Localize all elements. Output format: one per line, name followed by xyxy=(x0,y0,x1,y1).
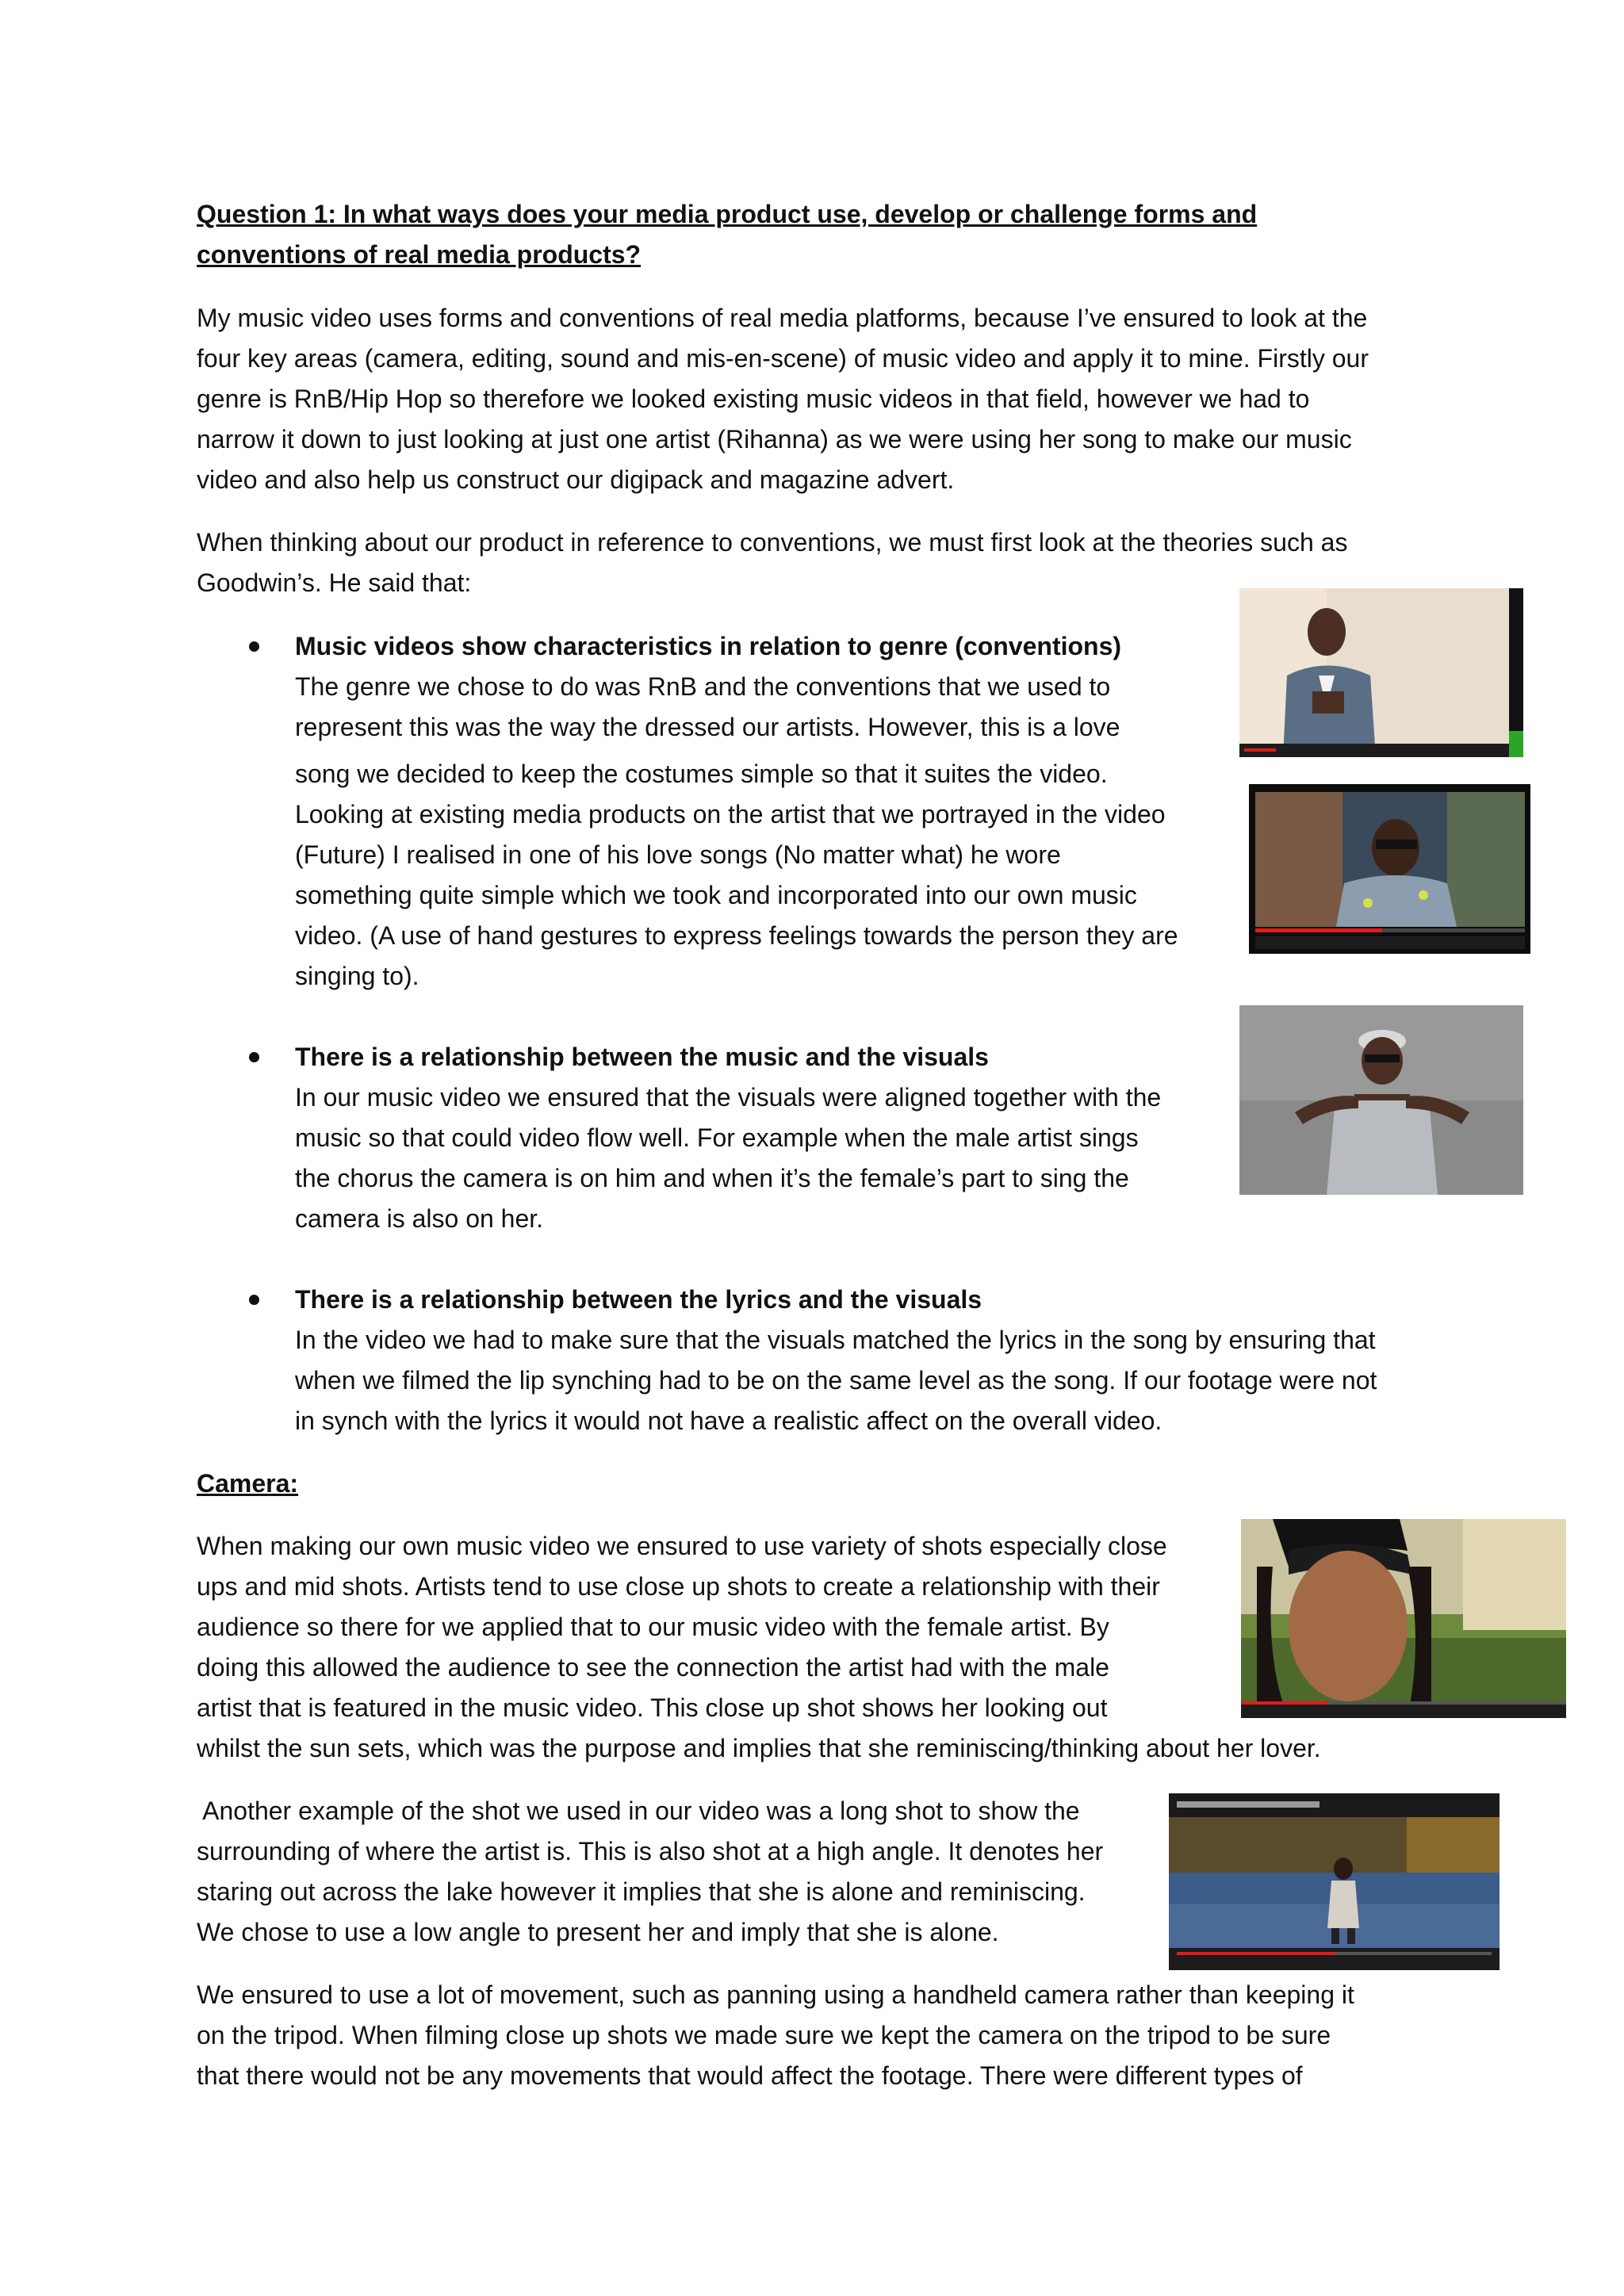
bullet-3-title: There is a relationship between the lyrics and the visuals xyxy=(295,1285,982,1314)
question-heading-line-1: Question 1: In what ways does your media product use, develop or challenge forms and xyxy=(197,200,1258,228)
video-still-lake-long-shot xyxy=(1169,1793,1500,1970)
goodwin-line: When thinking about our product in reference to conventions, we must first look at the theories such as xyxy=(197,528,1348,557)
intro-line: video and also help us construct our digipack and magazine advert. xyxy=(197,465,955,494)
camera-p1-line: ups and mid shots. Artists tend to use close up shots to create a relationship with their xyxy=(197,1572,1160,1601)
camera-p2-line: staring out across the lake however it implies that she is alone and reminiscing. xyxy=(197,1877,1086,1906)
bullet-1-title: Music videos show characteristics in relation to genre (conventions) xyxy=(295,632,1122,660)
bullet-2-line: music so that could video flow well. For example when the male artist sings xyxy=(295,1123,1139,1152)
bullet-2-line: In our music video we ensured that the visuals were aligned together with the xyxy=(295,1083,1162,1112)
camera-p1-line: artist that is featured in the music video. This close up shot shows her looking out xyxy=(197,1693,1108,1722)
bullet-2-line: the chorus the camera is on him and when it’s the female’s part to sing the xyxy=(295,1164,1129,1192)
bullet-1-line: (Future) I realised in one of his love songs (No matter what) he wore xyxy=(295,840,1061,869)
bullet-dot xyxy=(249,1295,259,1305)
camera-p2-line: We chose to use a low angle to present her and imply that she is alone. xyxy=(197,1918,999,1946)
camera-heading: Camera: xyxy=(197,1469,299,1498)
bullet-dot xyxy=(249,1052,259,1062)
camera-p1-line: audience so there for we applied that to our music video with the female artist. By xyxy=(197,1613,1109,1641)
intro-line: four key areas (camera, editing, sound and mis-en-scene) of music video and apply it to mine. Firstly our xyxy=(197,344,1369,373)
question-heading-line-2: conventions of real media products? xyxy=(197,240,642,269)
intro-line: genre is RnB/Hip Hop so therefore we looked existing music videos in that field, however we had to xyxy=(197,385,1310,413)
bullet-3-line: when we filmed the lip synching had to be on the same level as the song. If our footage were not xyxy=(295,1366,1377,1395)
bullet-2-title: There is a relationship between the music and the visuals xyxy=(295,1043,989,1071)
bullet-dot xyxy=(249,641,259,652)
camera-p1-line: doing this allowed the audience to see the connection the artist had with the male xyxy=(197,1653,1109,1682)
camera-p2-line: Another example of the shot we used in our video was a long shot to show the xyxy=(197,1797,1080,1825)
bullet-1-line: The genre we chose to do was RnB and the conventions that we used to xyxy=(295,672,1111,701)
camera-p1-line: whilst the sun sets, which was the purpose and implies that she reminiscing/thinking about her lover. xyxy=(197,1734,1321,1762)
bullet-1-line: singing to). xyxy=(295,962,419,990)
camera-p3-line: We ensured to use a lot of movement, such as panning using a handheld camera rather than keeping it xyxy=(197,1980,1354,2009)
camera-p2-line: surrounding of where the artist is. This is also shot at a high angle. It denotes her xyxy=(197,1837,1104,1866)
bullet-3-line: In the video we had to make sure that the visuals matched the lyrics in the song by ensuring that xyxy=(295,1326,1376,1354)
video-still-future xyxy=(1249,784,1530,954)
bullet-1-line: video. (A use of hand gestures to express feelings towards the person they are xyxy=(295,921,1178,950)
intro-line: My music video uses forms and conventions of real media platforms, because I’ve ensured to look at the xyxy=(197,304,1368,332)
camera-p3-line: on the tripod. When filming close up shots we made sure we kept the camera on the tripod to be sure xyxy=(197,2021,1331,2049)
video-still-denim-jacket xyxy=(1239,588,1523,757)
bullet-1-line: Looking at existing media products on the artist that we portrayed in the video xyxy=(295,800,1166,828)
goodwin-line: Goodwin’s. He said that: xyxy=(197,568,472,597)
video-still-female-close-up xyxy=(1241,1519,1566,1718)
video-still-hand-gesture xyxy=(1239,1005,1523,1195)
intro-line: narrow it down to just looking at just one artist (Rihanna) as we were using her song to make our music xyxy=(197,425,1352,453)
bullet-1-line: song we decided to keep the costumes simple so that it suites the video. xyxy=(295,760,1108,788)
bullet-1-line: something quite simple which we took and incorporated into our own music xyxy=(295,881,1137,909)
bullet-3-line: in synch with the lyrics it would not have a realistic affect on the overall video. xyxy=(295,1406,1162,1435)
bullet-1-line: represent this was the way the dressed our artists. However, this is a love xyxy=(295,713,1120,741)
bullet-2-line: camera is also on her. xyxy=(295,1204,544,1233)
camera-p3-line: that there would not be any movements that would affect the footage. There were different types of xyxy=(197,2061,1303,2090)
camera-p1-line: When making our own music video we ensured to use variety of shots especially close xyxy=(197,1532,1167,1560)
